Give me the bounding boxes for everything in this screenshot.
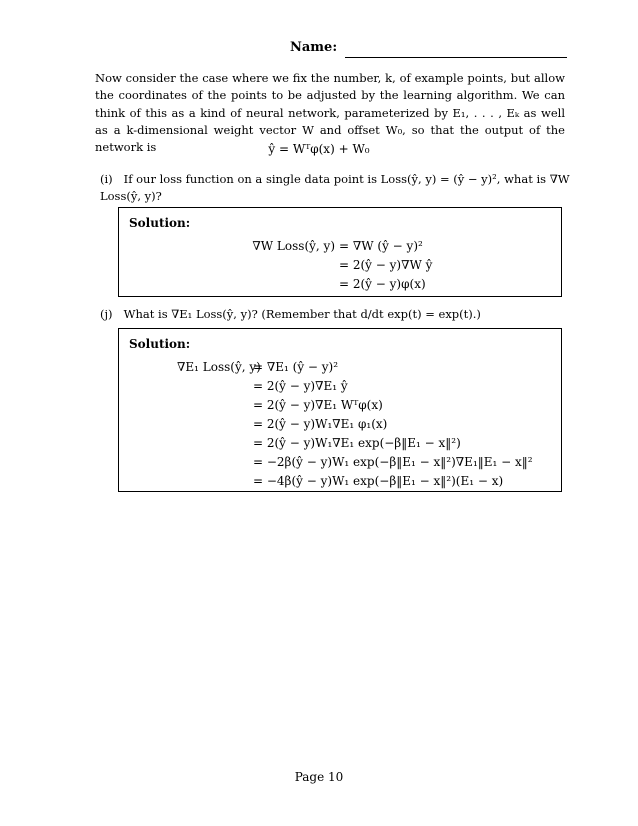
equation-row	[249, 255, 432, 274]
intro-text: Now consider the case where we fix the number, k, of example points, but allow the coordinates of the points to be adjusted by the learning algorithm. We can think of this as a kind of neural network, parameterized by E₁, . . . , Eₖ as well as a k-dimensional weight vector W and offset W₀, so that the output of the network is	[95, 71, 565, 154]
solution-i-equations	[249, 236, 432, 293]
question-i-number: (i)	[100, 172, 113, 186]
question-i-text: If our loss function on a single data point is Loss(ŷ, y) = (ŷ − y)², what is ∇W Loss(ŷ, y)?	[100, 172, 570, 204]
network-output-equation: ŷ = Wᵀφ(x) + W₀	[268, 142, 370, 156]
question-j	[100, 306, 570, 323]
question-i	[100, 171, 570, 206]
equation-lhs: ∇W Loss(ŷ, y)	[252, 238, 335, 253]
equation-rhs: = ∇E₁ (ŷ − y)²	[253, 359, 339, 374]
equation-row	[177, 395, 533, 414]
name-header	[290, 38, 567, 58]
equation-row	[177, 376, 533, 395]
equation-rhs: = 2(ŷ − y)∇W ŷ	[339, 257, 433, 272]
solution-j-title: Solution:	[129, 337, 191, 351]
equation-row	[177, 357, 533, 376]
solution-i-title: Solution:	[129, 216, 191, 230]
equation-rhs: = 2(ŷ − y)∇E₁ Wᵀφ(x)	[253, 397, 383, 412]
question-j-number: (j)	[100, 307, 113, 321]
equation-row	[177, 433, 533, 452]
equation-rhs: = −2β(ŷ − y)W₁ exp(−β‖E₁ − x‖²)∇E₁‖E₁ − x‖²	[253, 454, 533, 469]
solution-i-box	[118, 207, 562, 297]
equation-rhs: = 2(ŷ − y)∇E₁ ŷ	[253, 378, 348, 393]
equation-rhs: = 2(ŷ − y)φ(x)	[339, 276, 426, 291]
page-number: Page 10	[294, 770, 344, 784]
solution-j-box	[118, 328, 562, 492]
equation-rhs: = 2(ŷ − y)W₁∇E₁ exp(−β‖E₁ − x‖²)	[253, 435, 461, 450]
equation-rhs: = ∇W (ŷ − y)²	[339, 238, 423, 253]
equation-lhs: ∇E₁ Loss(ŷ, y)	[177, 359, 261, 374]
name-label: Name:	[290, 40, 338, 55]
question-j-text: What is ∇E₁ Loss(ŷ, y)? (Remember that d/dt exp(t) = exp(t).)	[123, 307, 481, 321]
name-blank-line	[345, 43, 567, 58]
solution-j-equations	[177, 357, 533, 490]
equation-rhs: = 2(ŷ − y)W₁∇E₁ φ₁(x)	[253, 416, 388, 431]
equation-rhs: = −4β(ŷ − y)W₁ exp(−β‖E₁ − x‖²)(E₁ − x)	[253, 473, 504, 488]
equation-row	[177, 471, 533, 490]
equation-row	[177, 414, 533, 433]
equation-row	[249, 274, 432, 293]
equation-row	[177, 452, 533, 471]
equation-row	[249, 236, 432, 255]
